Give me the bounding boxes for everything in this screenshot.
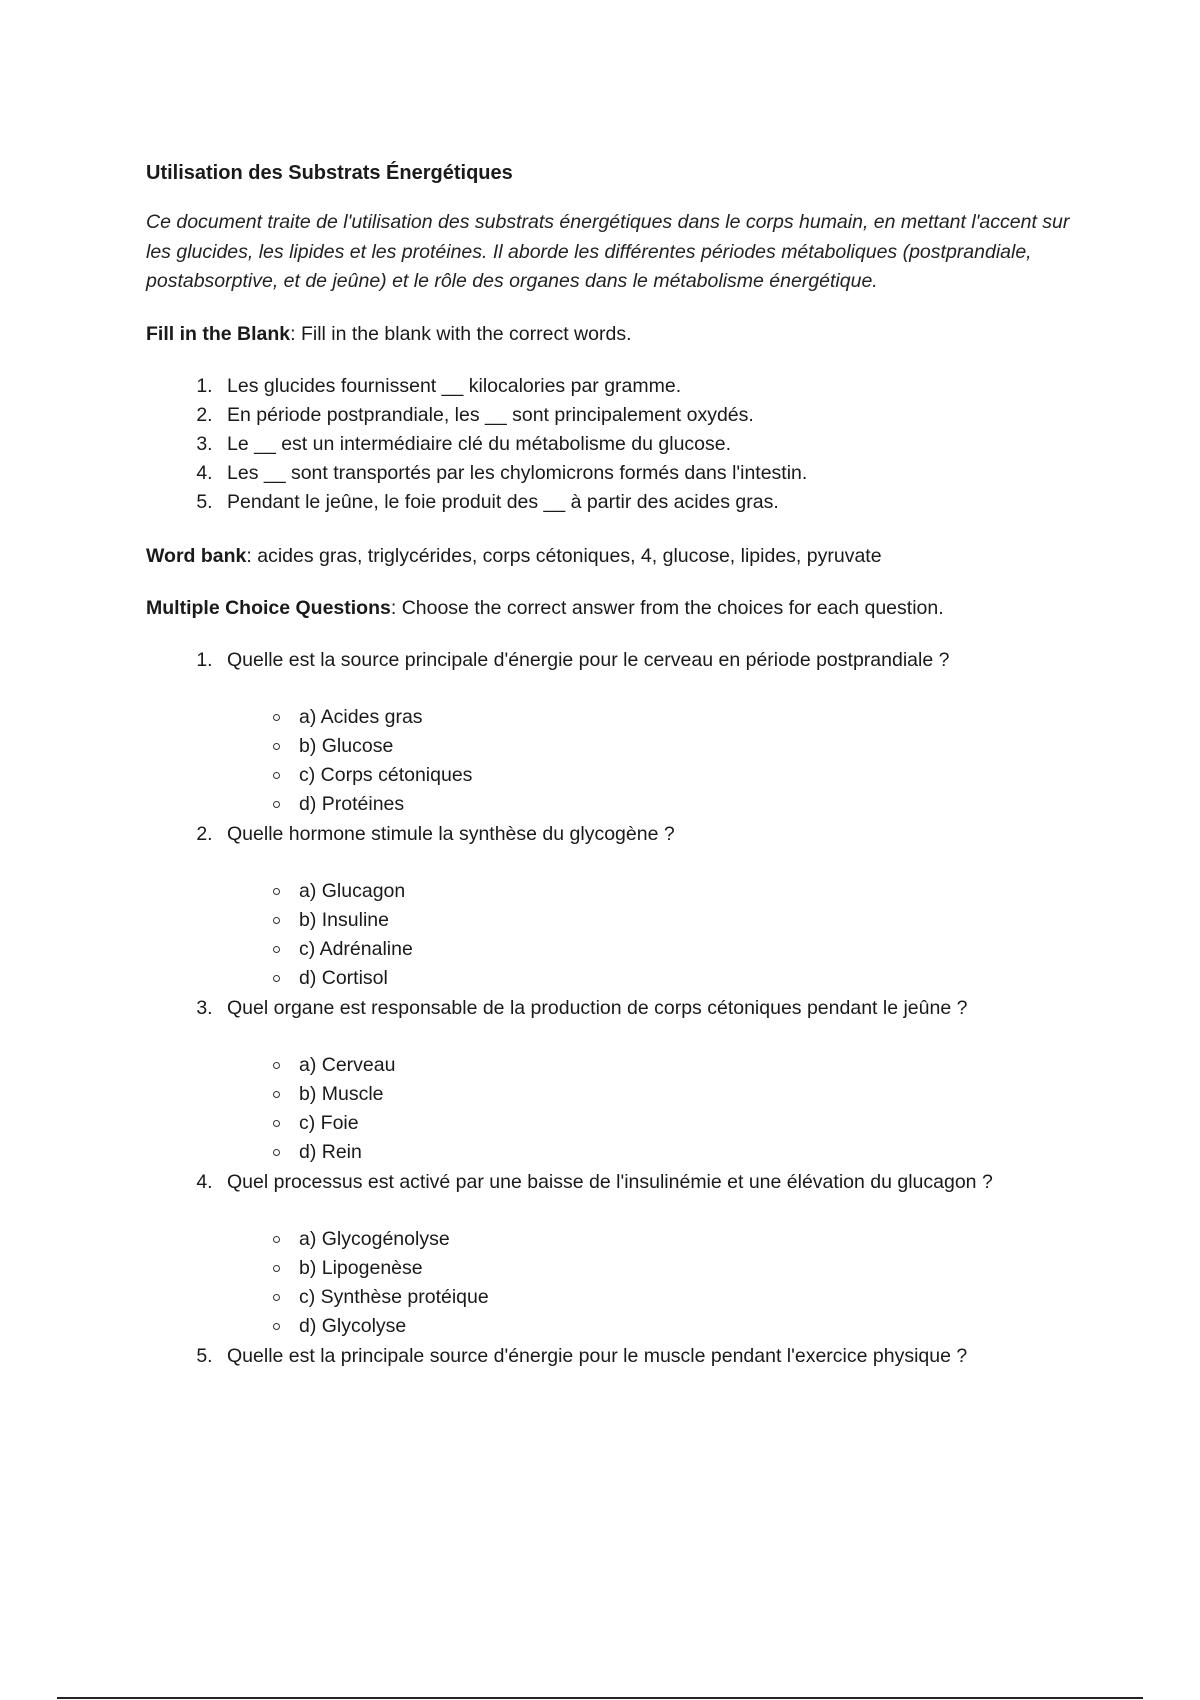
mcq-choice xyxy=(273,1283,1076,1312)
mcq-question-text: 5. Quelle est la principale source d'énergie pour le muscle pendant l'exercice physique ? xyxy=(227,1344,968,1367)
mcq-choice xyxy=(273,761,1076,790)
mcq-question-text: 1. Quelle est la source principale d'énergie pour le cerveau en période postprandiale ? xyxy=(227,648,950,671)
fill-blank-item: 1. Les glucides fournissent __ kilocalories par gramme. xyxy=(218,372,1076,401)
mcq-choice xyxy=(273,703,1076,732)
mcq-choice xyxy=(273,1080,1076,1109)
fill-blank-item: 2. En période postprandiale, les __ sont principalement oxydés. xyxy=(218,401,1076,430)
hollow-circle-bullet-icon xyxy=(273,1091,280,1098)
mcq-choice-label: c) Foie xyxy=(299,1112,359,1135)
mcq-choice xyxy=(273,1312,1076,1341)
mcq-choice-label: d) Protéines xyxy=(299,793,405,816)
hollow-circle-bullet-icon xyxy=(273,772,280,779)
mcq-choice-label: a) Glucagon xyxy=(299,879,406,902)
fill-blank-item: 4. Les __ sont transportés par les chylomicrons formés dans l'intestin. xyxy=(218,459,1076,488)
hollow-circle-bullet-icon xyxy=(273,888,280,895)
hollow-circle-bullet-icon xyxy=(273,946,280,953)
mcq-header xyxy=(146,594,1076,622)
mcq-choice-label: c) Adrénaline xyxy=(299,938,413,961)
hollow-circle-bullet-icon xyxy=(273,1062,280,1069)
mcq-choice xyxy=(273,790,1076,819)
mcq-list xyxy=(146,646,1076,1371)
mcq-question xyxy=(218,1342,1076,1371)
mcq-question xyxy=(218,994,1076,1168)
hollow-circle-bullet-icon xyxy=(273,743,280,750)
mcq-choice-label: d) Glycolyse xyxy=(299,1315,407,1338)
hollow-circle-bullet-icon xyxy=(273,801,280,808)
mcq-question-text: 2. Quelle hormone stimule la synthèse du glycogène ? xyxy=(227,822,675,845)
mcq-choice xyxy=(273,1109,1076,1138)
mcq-question-text: 3. Quel organe est responsable de la production de corps cétoniques pendant le jeûne ? xyxy=(227,996,968,1019)
fill-blank-list xyxy=(146,372,1076,518)
mcq-choice-label: b) Muscle xyxy=(299,1082,384,1105)
mcq-choice xyxy=(273,1051,1076,1080)
hollow-circle-bullet-icon xyxy=(273,714,280,721)
hollow-circle-bullet-icon xyxy=(273,1120,280,1127)
hollow-circle-bullet-icon xyxy=(273,1236,280,1243)
mcq-choice-label: c) Corps cétoniques xyxy=(299,764,473,787)
mcq-choice-label: d) Rein xyxy=(299,1141,362,1164)
word-bank-heading: Word bank xyxy=(146,544,247,567)
mcq-choice-label: c) Synthèse protéique xyxy=(299,1286,489,1309)
word-bank xyxy=(146,542,1076,570)
mcq-choice-label: b) Insuline xyxy=(299,908,389,931)
mcq-choice-label: b) Lipogenèse xyxy=(299,1256,423,1279)
document-intro: Ce document traite de l'utilisation des substrats énergétiques dans le corps humain, en mettant l'accent sur les glucides, les lipides et les protéines. Il aborde les différentes périodes métaboliques (postprandiale, postabsorptive, et de jeûne) et le rôle des organes dans le métabolisme énergétique. xyxy=(146,211,1070,292)
mcq-heading: Multiple Choice Questions xyxy=(146,596,391,619)
mcq-choices xyxy=(227,703,1076,820)
fill-blank-item: 5. Pendant le jeûne, le foie produit des __ à partir des acides gras. xyxy=(218,488,1076,517)
mcq-choice-label: a) Glycogénolyse xyxy=(299,1227,450,1250)
mcq-choice xyxy=(273,1138,1076,1167)
hollow-circle-bullet-icon xyxy=(273,1149,280,1156)
mcq-choice xyxy=(273,1225,1076,1254)
hollow-circle-bullet-icon xyxy=(273,1294,280,1301)
hollow-circle-bullet-icon xyxy=(273,975,280,982)
mcq-question-text: 4. Quel processus est activé par une baisse de l'insulinémie et une élévation du glucagon ? xyxy=(227,1170,993,1193)
mcq-choices xyxy=(227,877,1076,994)
mcq-choice xyxy=(273,732,1076,761)
document-title: Utilisation des Substrats Énergétiques xyxy=(146,162,513,184)
fill-blank-header xyxy=(146,320,1076,348)
word-bank-words: : acides gras, triglycérides, corps cétoniques, 4, glucose, lipides, pyruvate xyxy=(246,544,882,567)
mcq-choice xyxy=(273,877,1076,906)
mcq-choice xyxy=(273,935,1076,964)
mcq-choice xyxy=(273,906,1076,935)
hollow-circle-bullet-icon xyxy=(273,1265,280,1272)
fill-blank-heading: Fill in the Blank xyxy=(146,322,291,345)
mcq-choice xyxy=(273,1254,1076,1283)
document-page xyxy=(146,160,1076,1371)
mcq-question xyxy=(218,1168,1076,1342)
mcq-choice-label: d) Cortisol xyxy=(299,967,388,990)
hollow-circle-bullet-icon xyxy=(273,1323,280,1330)
hollow-circle-bullet-icon xyxy=(273,917,280,924)
fill-blank-item: 3. Le __ est un intermédiaire clé du métabolisme du glucose. xyxy=(218,430,1076,459)
mcq-question xyxy=(218,820,1076,994)
page-bottom-divider xyxy=(57,1697,1143,1699)
mcq-choices xyxy=(227,1051,1076,1168)
mcq-choice-label: b) Glucose xyxy=(299,734,394,757)
mcq-choice-label: a) Acides gras xyxy=(299,705,423,728)
mcq-choice-label: a) Cerveau xyxy=(299,1053,396,1076)
mcq-instruction: : Choose the correct answer from the choices for each question. xyxy=(390,596,944,619)
mcq-choice xyxy=(273,964,1076,993)
mcq-question xyxy=(218,646,1076,820)
fill-blank-instruction: : Fill in the blank with the correct words. xyxy=(290,322,632,345)
mcq-choices xyxy=(227,1225,1076,1342)
